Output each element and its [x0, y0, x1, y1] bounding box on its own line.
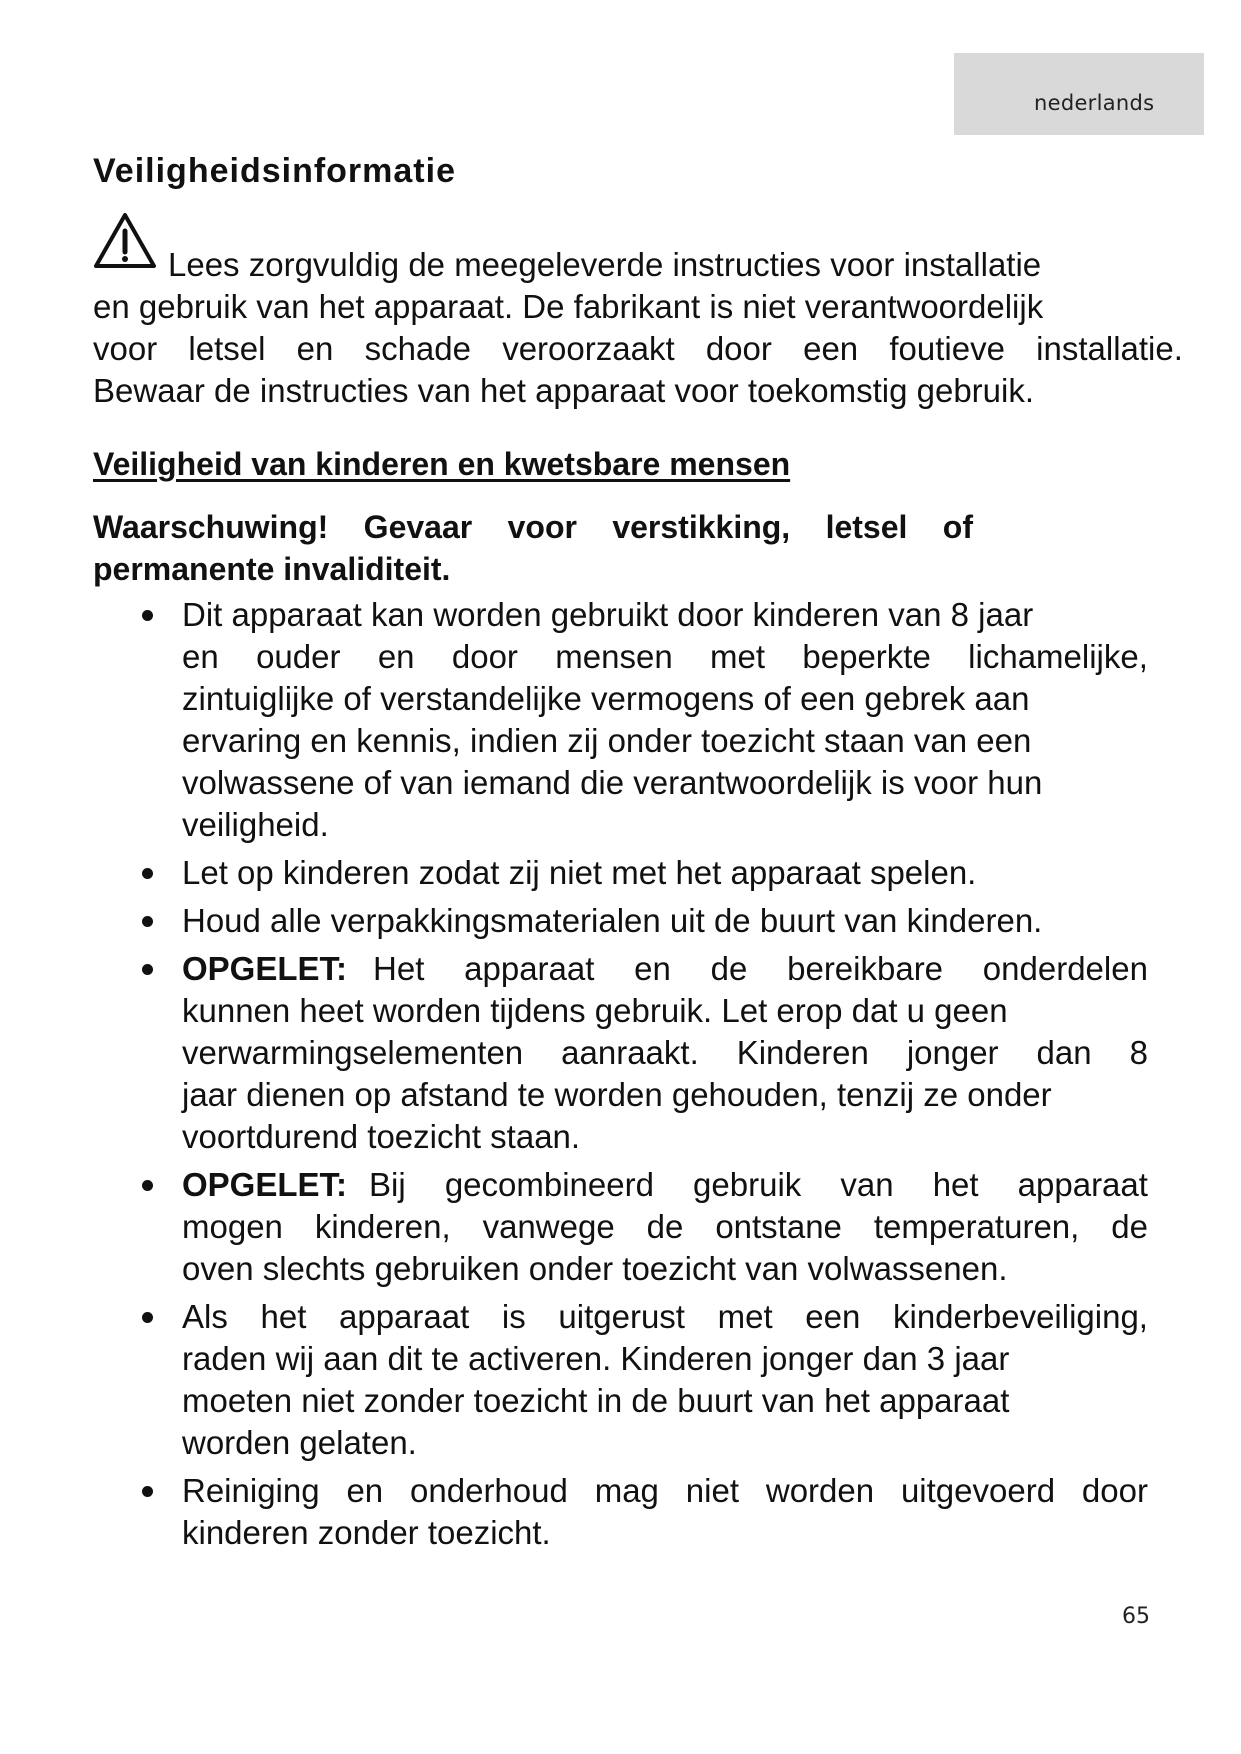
- list-item-line: ervaring en kennis, indien zij onder toezicht staan van een: [182, 722, 1032, 759]
- list-item-line: raden wij aan dit te activeren. Kinderen jonger dan 3 jaar: [182, 1340, 1010, 1377]
- bullet-icon: [142, 868, 153, 879]
- list-item-line: oven slechts gebruiken onder toezicht van volwassenen.: [182, 1250, 1008, 1287]
- bullet-icon: [142, 1486, 153, 1497]
- language-label: nederlands: [1034, 91, 1155, 115]
- list-item: [138, 948, 1148, 1158]
- list-item-line: kinderen zonder toezicht.: [182, 1514, 551, 1551]
- list-item-line: Reiniging en onderhoud mag niet worden uitgevoerd door: [182, 1472, 1148, 1509]
- list-item-line: voortdurend toezicht staan.: [182, 1118, 581, 1155]
- page-number: 65: [1122, 1604, 1150, 1629]
- list-item-line: Houd alle verpakkingsmaterialen uit de buurt van kinderen.: [182, 902, 1043, 939]
- list-item: [138, 594, 1148, 846]
- list-item-line: Als het apparaat is uitgerust met een kinderbeveiliging,: [182, 1298, 1148, 1335]
- bullet-icon: [142, 916, 153, 927]
- bullet-icon: [142, 964, 153, 975]
- warning-line: Waarschuwing! Gevaar voor verstikking, letsel of: [93, 509, 973, 545]
- list-item-line: Het apparaat en de bereikbare onderdelen: [373, 950, 1148, 987]
- intro-line: en gebruik van het apparaat. De fabrikant is niet verantwoordelijk: [93, 288, 1044, 325]
- list-item: [138, 852, 1148, 894]
- list-item-first-line: [182, 948, 1148, 990]
- list-item-line: mogen kinderen, vanwege de ontstane temperaturen, de: [182, 1208, 1148, 1245]
- list-item-line: Bij gecombineerd gebruik van het apparaat: [369, 1166, 1148, 1203]
- warning-text: [93, 506, 993, 590]
- page-title: Veiligheidsinformatie: [93, 152, 456, 190]
- list-item-line: volwassene of van iemand die verantwoordelijk is voor hun: [182, 764, 1043, 801]
- list-item: [138, 1296, 1148, 1464]
- bullet-icon: [142, 1180, 153, 1191]
- section-heading: Veiligheid van kinderen en kwetsbare mensen: [93, 446, 791, 482]
- bullet-icon: [142, 610, 153, 621]
- list-item-line: en ouder en door mensen met beperkte lichamelijke,: [182, 638, 1148, 675]
- bullet-list: [138, 594, 1148, 1560]
- intro-line: Bewaar de instructies van het apparaat voor toekomstig gebruik.: [93, 372, 1035, 409]
- intro-line: Lees zorgvuldig de meegeleverde instructies voor installatie: [168, 246, 1042, 283]
- list-item-line: worden gelaten.: [182, 1424, 417, 1461]
- list-item-line: Dit apparaat kan worden gebruikt door kinderen van 8 jaar: [182, 596, 1034, 633]
- caution-label: OPGELET:: [182, 950, 348, 987]
- language-tab: [954, 53, 1204, 135]
- list-item-line: kunnen heet worden tijdens gebruik. Let erop dat u geen: [182, 992, 1008, 1029]
- list-item-first-line: [182, 1164, 1148, 1206]
- caution-label: OPGELET:: [182, 1166, 348, 1203]
- list-item-line: jaar dienen op afstand te worden gehouden, tenzij ze onder: [182, 1076, 1052, 1113]
- intro-paragraph: [93, 210, 1183, 412]
- bullet-icon: [142, 1312, 153, 1323]
- list-item-line: veiligheid.: [182, 806, 329, 843]
- list-item: [138, 1470, 1148, 1554]
- intro-line: voor letsel en schade veroorzaakt door een foutieve installatie.: [93, 330, 1183, 367]
- warning-line: permanente invaliditeit.: [93, 551, 451, 587]
- list-item-line: zintuiglijke of verstandelijke vermogens of een gebrek aan: [182, 680, 1030, 717]
- list-item-line: verwarmingselementen aanraakt. Kinderen jonger dan 8: [182, 1034, 1148, 1071]
- list-item: [138, 900, 1148, 942]
- list-item-line: moeten niet zonder toezicht in de buurt van het apparaat: [182, 1382, 1010, 1419]
- list-item: [138, 1164, 1148, 1290]
- list-item-line: Let op kinderen zodat zij niet met het apparaat spelen.: [182, 854, 977, 891]
